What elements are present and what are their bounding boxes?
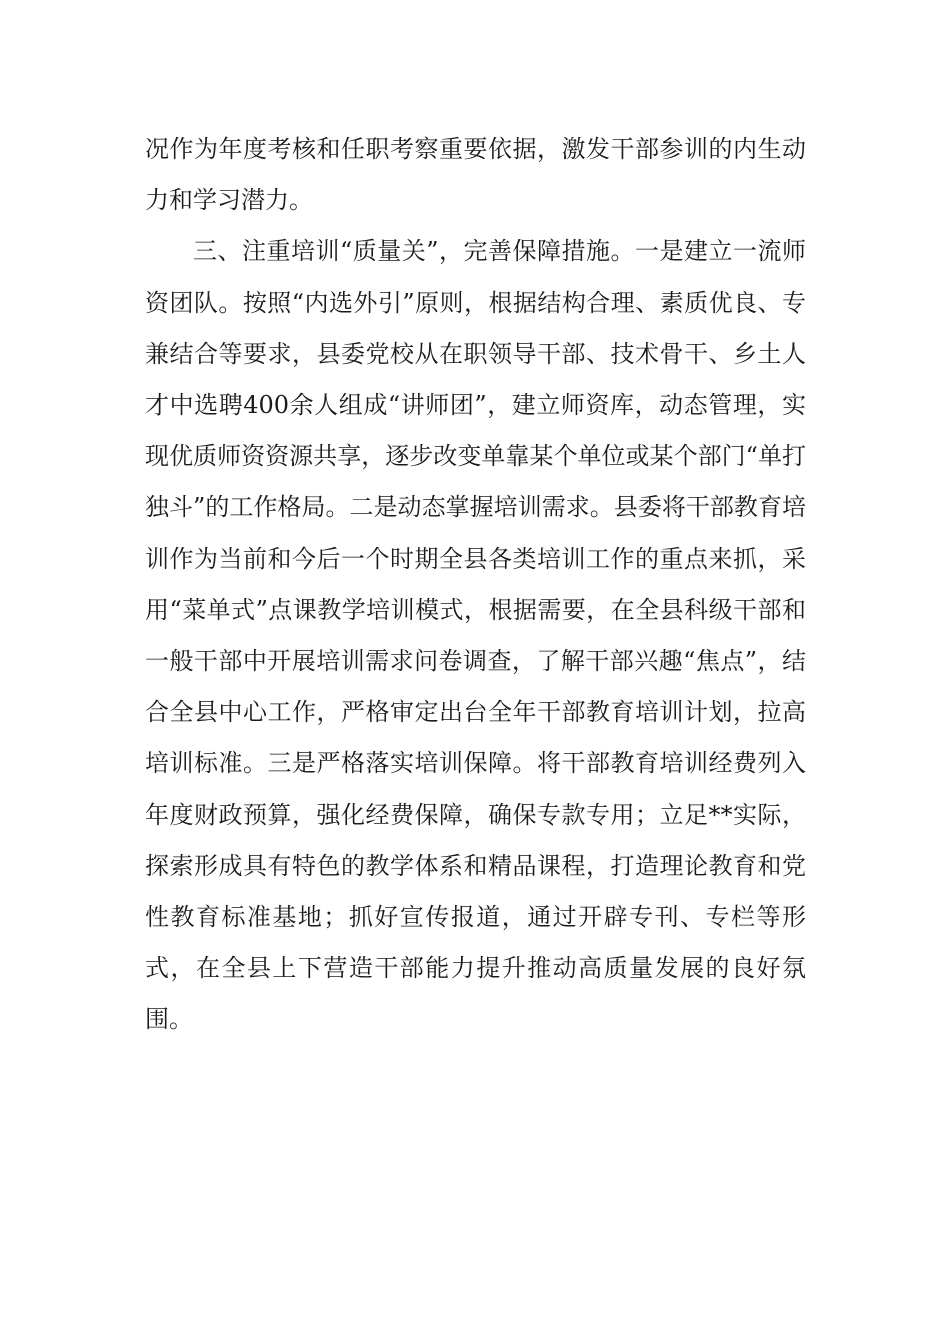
paragraph-section-three: 三、注重培训“质量关”，完善保障措施。一是建立一流师资团队。按照“内选外引”原则，根据结构合理、素质优良、专兼结合等要求，县委党校从在职领导干部、技术骨干、乡土人才中选聘400余人组成“讲师团”，建立师资库，动态管理，实现优质师资资源共享，逐步改变单靠某个单位或某个部门“单打独斗”的工作格局。二是动态掌握培训需求。县委将干部教育培训作为当前和今后一个时期全县各类培训工作的重点来抓，采用“菜单式”点课教学培训模式，根据需要，在全县科级干部和一般干部中开展培训需求问卷调查，了解干部兴趣“焦点”，结合全县中心工作，严格审定出台全年干部教育培训计划，拉高培训标准。三是严格落实培训保障。将干部教育培训经费列入年度财政预算，强化经费保障，确保专款专用；立足**实际，探索形成具有特色的教学体系和精品课程，打造理论教育和党性教育标准基地；抓好宣传报道，通过开辟专刊、专栏等形式，在全县上下营造干部能力提升推动高质量发展的良好氛围。 [145, 237, 806, 1034]
body-text [145, 124, 806, 1046]
paragraph-continuation: 况作为年度考核和任职考察重要依据，激发干部参训的内生动力和学习潜力。 [145, 135, 806, 215]
